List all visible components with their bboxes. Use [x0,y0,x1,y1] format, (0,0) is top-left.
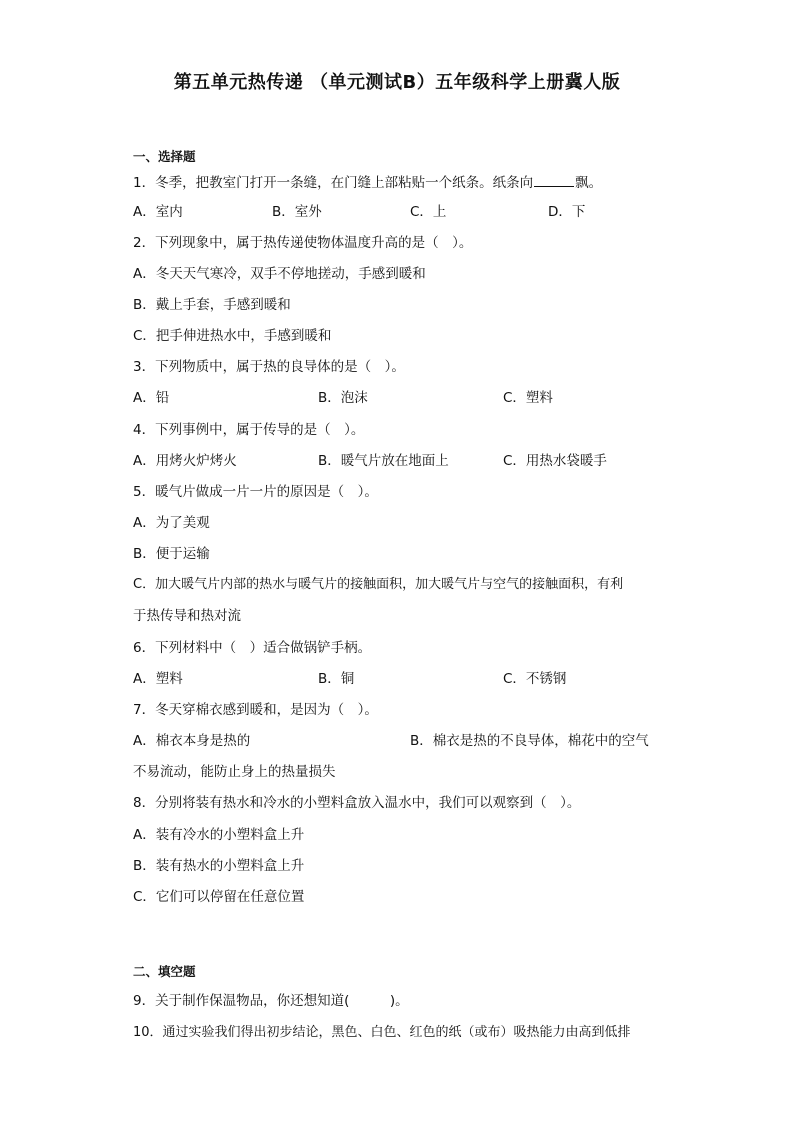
q8-option-c: C．它们可以停留在任意位置 [133,889,305,905]
q3-option-c: C．塑料 [503,390,553,406]
q7-option-b: B．棉衣是热的不良导体，棉花中的空气 [410,733,649,749]
q6-option-b: B．铜 [318,671,355,687]
question-7-stem: 7．冬天穿棉衣感到暖和，是因为（ ）。 [133,702,378,718]
page-title: 第五单元热传递 （单元测试B）五年级科学上册冀人版 [173,72,621,93]
q8-option-a: A．装有冷水的小塑料盒上升 [133,827,305,843]
q3-option-b: B．泡沫 [318,390,368,406]
question-6-stem: 6．下列材料中（ ）适合做锅铲手柄。 [133,640,372,656]
q5-option-c-continued: 于热传导和热对流 [133,608,241,624]
q7-option-a: A．棉衣本身是热的 [133,733,251,749]
question-9-stem: 9．关于制作保温物品，你还想知道( )。 [133,993,409,1009]
q4-option-a: A．用烤火炉烤火 [133,453,237,469]
question-2-stem: 2．下列现象中，属于热传递使物体温度升高的是（ ）。 [133,235,473,251]
answer-blank[interactable] [534,173,574,187]
q2-option-a: A．冬天天气寒冷，双手不停地搓动，手感到暖和 [133,266,426,282]
q1-option-a: A．室内 [133,204,183,220]
q2-option-c: C．把手伸进热水中，手感到暖和 [133,328,332,344]
question-10-stem: 10．通过实验我们得出初步结论，黑色、白色、红色的纸（或布）吸热能力由高到低排 [133,1025,631,1040]
question-8-stem: 8．分别将装有热水和冷水的小塑料盒放入温水中，我们可以观察到（ ）。 [133,795,581,811]
section-heading-fill: 二、填空题 [133,964,196,979]
q3-option-a: A．铅 [133,390,170,406]
q5-option-c: C．加大暖气片内部的热水与暖气片的接触面积，加大暖气片与空气的接触面积，有利 [133,577,624,592]
q5-option-a: A．为了美观 [133,515,210,531]
question-3-stem: 3．下列物质中，属于热的良导体的是（ ）。 [133,359,405,375]
q2-option-b: B．戴上手套，手感到暖和 [133,297,291,313]
q6-option-a: A．塑料 [133,671,183,687]
question-1-stem: 1．冬季，把教室门打开一条缝，在门缝上部粘贴一个纸条。纸条向 飘。 [133,175,603,191]
q8-option-b: B．装有热水的小塑料盒上升 [133,858,305,874]
question-5-stem: 5．暖气片做成一片一片的原因是（ ）。 [133,484,378,500]
q1-option-d: D．下 [548,204,586,220]
q6-option-c: C．不锈钢 [503,671,567,687]
q1-option-b: B．室外 [272,204,322,220]
q4-option-b: B．暖气片放在地面上 [318,453,449,469]
q5-option-b: B．便于运输 [133,546,210,562]
section-heading-choice: 一、选择题 [133,149,196,164]
q1-option-c: C．上 [410,204,447,220]
question-4-stem: 4．下列事例中，属于传导的是（ ）。 [133,422,365,438]
q7-option-b-continued: 不易流动，能防止身上的热量损失 [133,764,336,780]
q4-option-c: C．用热水袋暖手 [503,453,607,469]
